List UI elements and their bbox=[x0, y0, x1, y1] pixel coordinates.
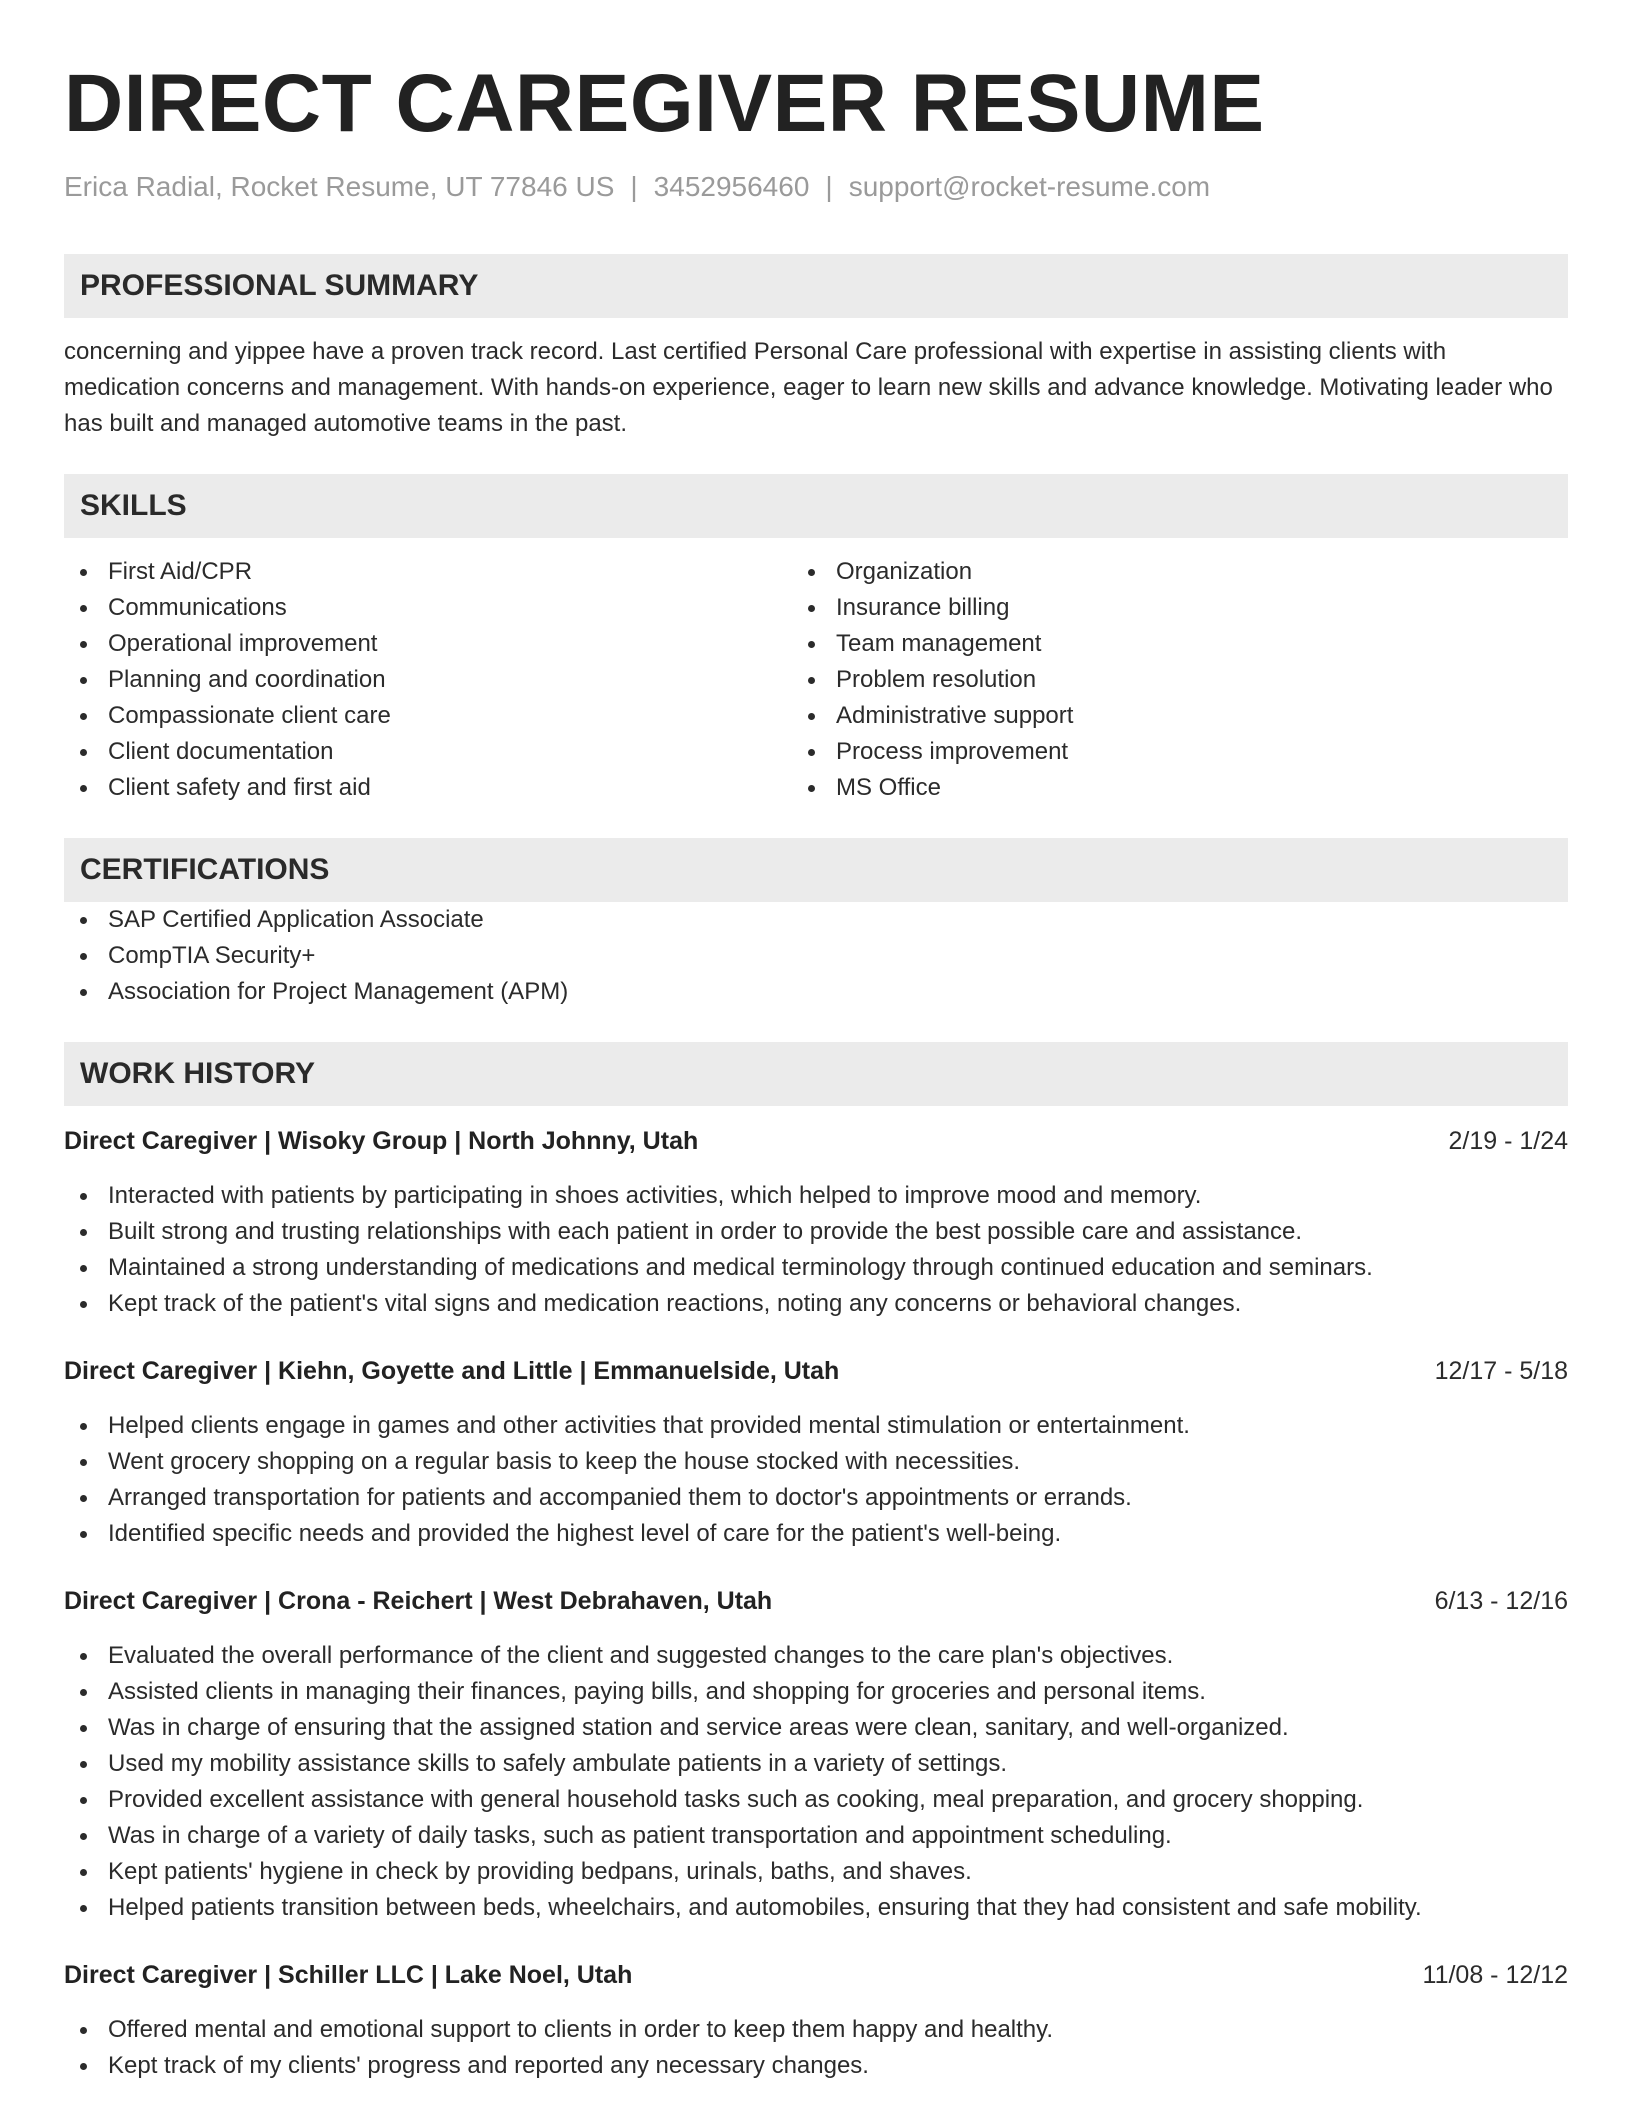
contact-email: support@rocket-resume.com bbox=[848, 171, 1211, 202]
job-dates: 6/13 - 12/16 bbox=[1434, 1587, 1568, 1615]
job-title: Direct Caregiver | Kiehn, Goyette and Little | Emmanuelside, Utah bbox=[64, 1357, 840, 1385]
job-bullet: Maintained a strong understanding of medications and medical terminology through continued education and seminars. bbox=[64, 1250, 1568, 1286]
resume-page bbox=[64, 0, 1568, 2084]
skills-column-right bbox=[806, 554, 1548, 806]
job-bullet: Kept track of the patient's vital signs and medication reactions, noting any concerns or behavioral changes. bbox=[64, 1286, 1568, 1322]
skill-item: Operational improvement bbox=[64, 626, 806, 662]
skill-item: Communications bbox=[64, 590, 806, 626]
contact-phone: 3452956460 bbox=[653, 171, 810, 202]
job-entry bbox=[64, 1958, 1568, 2084]
job-header bbox=[64, 1354, 1568, 1388]
skill-item: MS Office bbox=[806, 770, 1548, 806]
skill-item: Organization bbox=[806, 554, 1548, 590]
job-header bbox=[64, 1124, 1568, 1158]
resume-title: DIRECT CAREGIVER RESUME bbox=[64, 58, 1265, 149]
job-bullet: Used my mobility assistance skills to safely ambulate patients in a variety of settings. bbox=[64, 1746, 1568, 1782]
certification-item: SAP Certified Application Associate bbox=[64, 902, 1568, 938]
skill-item: Team management bbox=[806, 626, 1548, 662]
job-bullet: Helped clients engage in games and other activities that provided mental stimulation or entertainment. bbox=[64, 1408, 1568, 1444]
work-history-list bbox=[64, 1124, 1568, 2084]
summary-text: concerning and yippee have a proven track record. Last certified Personal Care professional with expertise in assisting clients with medication concerns and management. With hands-on experience, eager to learn new skills and advance knowledge. Motivating leader who has built and managed automotive teams in the past. bbox=[64, 338, 1553, 437]
contact-separator: | bbox=[825, 171, 833, 202]
certification-item: CompTIA Security+ bbox=[64, 938, 1568, 974]
skill-item: Problem resolution bbox=[806, 662, 1548, 698]
skill-item: Insurance billing bbox=[806, 590, 1548, 626]
job-bullet: Was in charge of ensuring that the assigned station and service areas were clean, sanitary, and well-organized. bbox=[64, 1710, 1568, 1746]
job-bullet: Helped patients transition between beds, wheelchairs, and automobiles, ensuring that they had consistent and safe mobility. bbox=[64, 1890, 1568, 1926]
job-dates: 2/19 - 1/24 bbox=[1448, 1127, 1568, 1155]
job-dates: 12/17 - 5/18 bbox=[1434, 1357, 1568, 1385]
skills-column-left bbox=[64, 554, 806, 806]
job-header bbox=[64, 1584, 1568, 1618]
contact-address: Erica Radial, Rocket Resume, UT 77846 US bbox=[64, 171, 615, 202]
section-heading-summary: PROFESSIONAL SUMMARY bbox=[64, 254, 1568, 318]
job-bullet: Arranged transportation for patients and accompanied them to doctor's appointments or errands. bbox=[64, 1480, 1568, 1516]
job-bullet: Built strong and trusting relationships with each patient in order to provide the best possible care and assistance. bbox=[64, 1214, 1568, 1250]
skill-item: First Aid/CPR bbox=[64, 554, 806, 590]
section-heading-certifications: CERTIFICATIONS bbox=[64, 838, 1568, 902]
contact-line bbox=[64, 170, 1568, 204]
skill-item: Process improvement bbox=[806, 734, 1548, 770]
job-bullet: Assisted clients in managing their finances, paying bills, and shopping for groceries and personal items. bbox=[64, 1674, 1568, 1710]
job-title: Direct Caregiver | Wisoky Group | North Johnny, Utah bbox=[64, 1127, 699, 1155]
job-header bbox=[64, 1958, 1568, 1992]
job-entry bbox=[64, 1354, 1568, 1552]
job-bullet-list bbox=[64, 1178, 1568, 1322]
section-heading-skills: SKILLS bbox=[64, 474, 1568, 538]
skills-list-right bbox=[806, 554, 1548, 806]
skills-list-left bbox=[64, 554, 806, 806]
certifications-list bbox=[64, 902, 1568, 1010]
contact-separator: | bbox=[630, 171, 638, 202]
job-bullet: Offered mental and emotional support to clients in order to keep them happy and healthy. bbox=[64, 2012, 1568, 2048]
skill-item: Administrative support bbox=[806, 698, 1548, 734]
job-title: Direct Caregiver | Schiller LLC | Lake Noel, Utah bbox=[64, 1961, 633, 1989]
skills-columns bbox=[64, 554, 1568, 806]
job-bullet: Interacted with patients by participating in shoes activities, which helped to improve mood and memory. bbox=[64, 1178, 1568, 1214]
job-bullet: Provided excellent assistance with general household tasks such as cooking, meal preparation, and grocery shopping. bbox=[64, 1782, 1568, 1818]
job-bullet: Kept track of my clients' progress and reported any necessary changes. bbox=[64, 2048, 1568, 2084]
skill-item: Client documentation bbox=[64, 734, 806, 770]
job-bullet: Went grocery shopping on a regular basis to keep the house stocked with necessities. bbox=[64, 1444, 1568, 1480]
job-bullet: Was in charge of a variety of daily tasks, such as patient transportation and appointment scheduling. bbox=[64, 1818, 1568, 1854]
skill-item: Planning and coordination bbox=[64, 662, 806, 698]
certification-item: Association for Project Management (APM) bbox=[64, 974, 1568, 1010]
job-bullet: Kept patients' hygiene in check by providing bedpans, urinals, baths, and shaves. bbox=[64, 1854, 1568, 1890]
job-entry bbox=[64, 1584, 1568, 1926]
job-dates: 11/08 - 12/12 bbox=[1422, 1961, 1568, 1989]
job-bullet-list bbox=[64, 1408, 1568, 1552]
job-bullet-list bbox=[64, 2012, 1568, 2084]
skill-item: Client safety and first aid bbox=[64, 770, 806, 806]
job-title: Direct Caregiver | Crona - Reichert | West Debrahaven, Utah bbox=[64, 1587, 773, 1615]
skill-item: Compassionate client care bbox=[64, 698, 806, 734]
section-heading-work-history: WORK HISTORY bbox=[64, 1042, 1568, 1106]
job-entry bbox=[64, 1124, 1568, 1322]
job-bullet-list bbox=[64, 1638, 1568, 1926]
job-bullet: Evaluated the overall performance of the client and suggested changes to the care plan's objectives. bbox=[64, 1638, 1568, 1674]
job-bullet: Identified specific needs and provided the highest level of care for the patient's well-being. bbox=[64, 1516, 1568, 1552]
